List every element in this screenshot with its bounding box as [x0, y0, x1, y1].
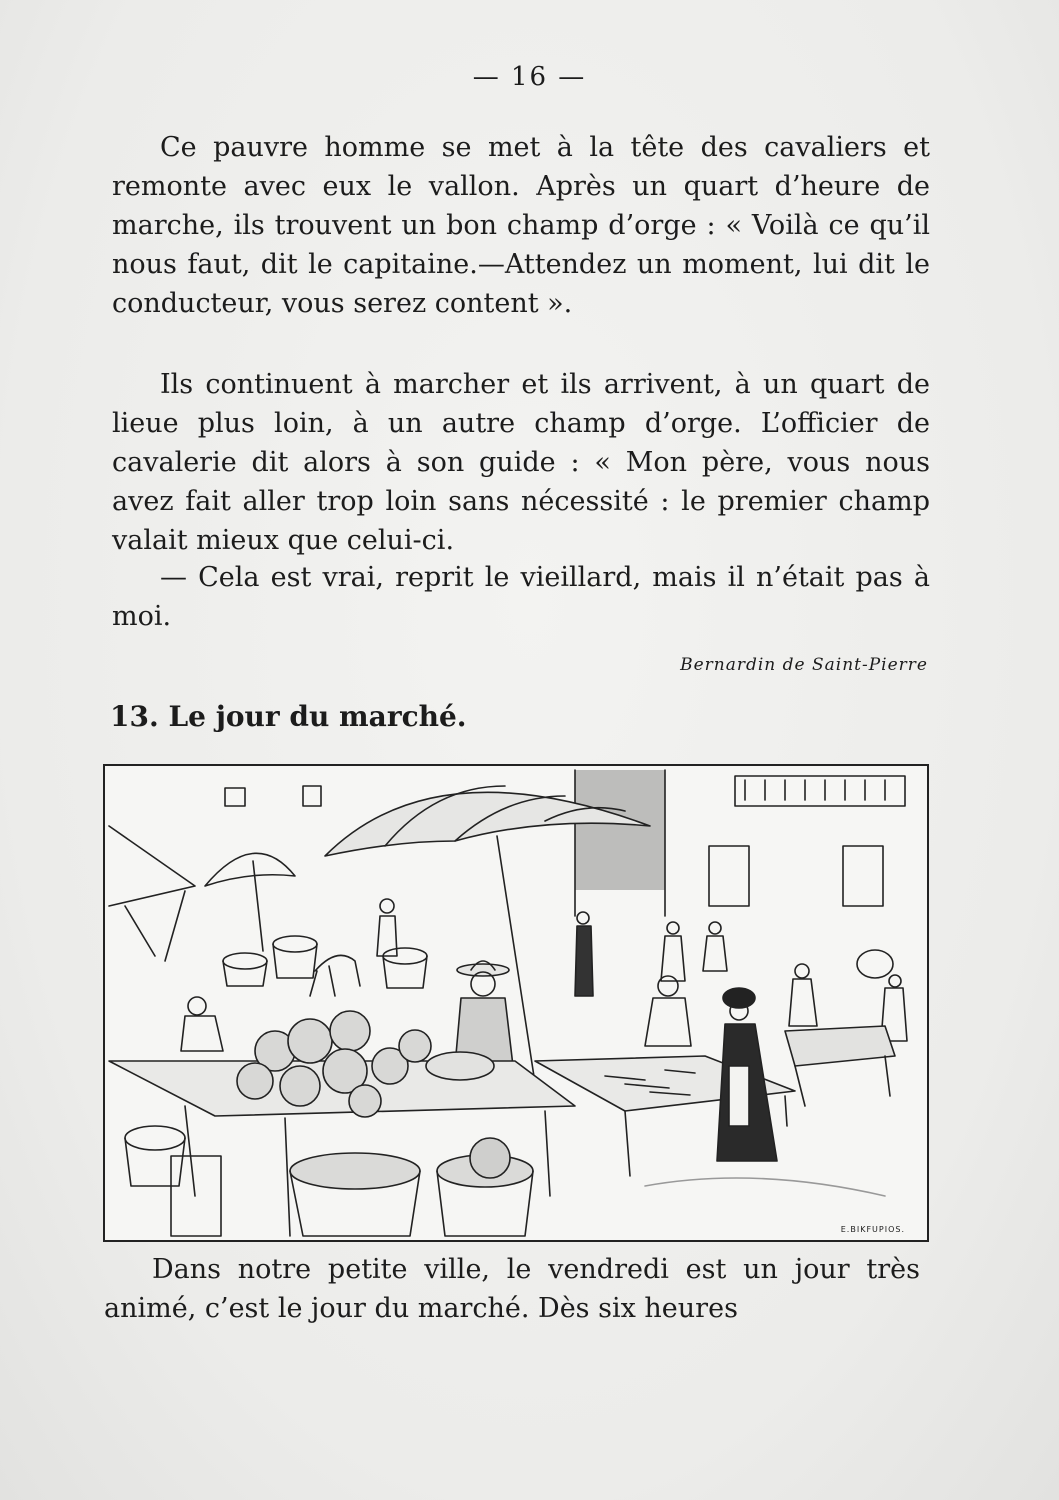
paragraph-text: — Cela est vrai, reprit le vieillard, mais il n’était pas à moi. [112, 562, 930, 632]
market-paragraph [104, 1250, 920, 1328]
market-illustration [103, 764, 929, 1242]
paragraph-text: Ils continuent à marcher et ils arrivent, à un quart de lieue plus loin, à un autre champ d’orge. L’officier de cavalerie dit alors à son guide : « Mon père, vous nous avez fait aller trop loin sans nécessité : le premier champ valait mieux que celui-ci. [112, 369, 930, 556]
story-paragraph-1 [112, 128, 930, 323]
story-paragraph-2 [112, 365, 930, 560]
section-heading: 13. Le jour du marché. [110, 700, 467, 733]
artist-signature: E.BIKFUPIOS. [840, 1225, 905, 1234]
author-attribution: Bernardin de Saint-Pierre [680, 655, 928, 675]
page-number: — 16 — [472, 62, 587, 92]
paragraph-text: Dans notre petite ville, le vendredi est un jour très animé, c’est le jour du marché. Dès six heures [104, 1254, 920, 1324]
paragraph-text: Ce pauvre homme se met à la tête des cavaliers et remonte avec eux le vallon. Après un quart d’heure de marche, ils trouvent un bon champ d’orge : « Voilà ce qu’il nous faut, dit le capitaine.—Attendez un moment, lui dit le conducteur, vous serez content ». [112, 132, 930, 319]
story-paragraph-3 [112, 558, 930, 636]
